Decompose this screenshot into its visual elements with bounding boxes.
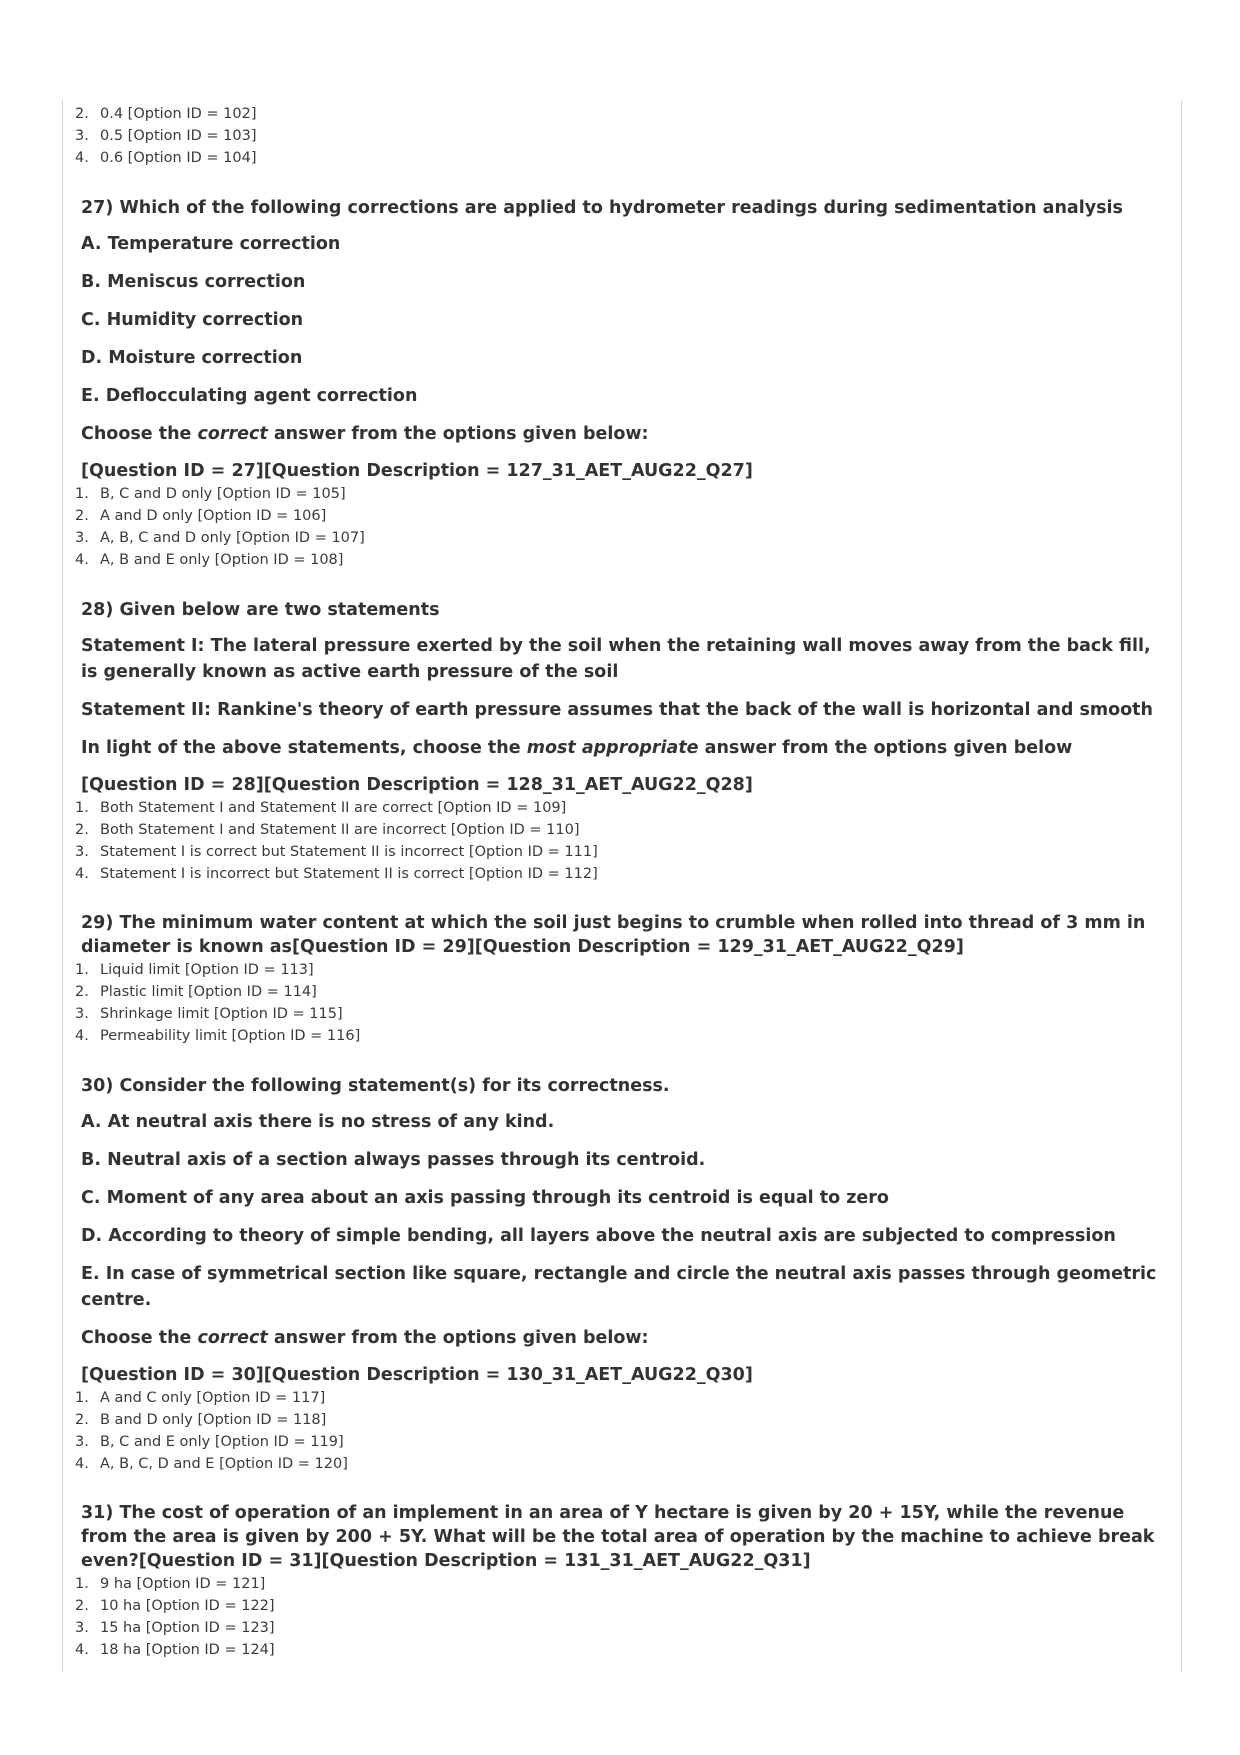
option-item — [75, 147, 1165, 169]
option-text: 0.4 [Option ID = 102] — [100, 106, 257, 122]
instruction-post: answer from the options given below: — [267, 1328, 649, 1348]
instruction-pre: Choose the — [81, 424, 198, 444]
option-text: Liquid limit [Option ID = 113] — [100, 962, 314, 978]
option-item — [75, 1387, 1165, 1409]
option-text: A and D only [Option ID = 106] — [100, 508, 327, 524]
option-number: 1. — [75, 800, 89, 816]
option-item — [75, 863, 1165, 885]
statement-c: C. Moment of any area about an axis passing through its centroid is equal to zero — [81, 1188, 889, 1208]
option-text: 18 ha [Option ID = 124] — [100, 1642, 275, 1658]
option-item — [75, 959, 1165, 981]
option-item — [75, 841, 1165, 863]
statement-a: A. At neutral axis there is no stress of any kind. — [81, 1112, 555, 1132]
option-number: 2. — [75, 106, 89, 122]
question-title: 27) Which of the following corrections are applied to hydrometer readings during sedimentation analysis — [81, 198, 1123, 218]
option-item — [75, 819, 1165, 841]
option-number: 3. — [75, 1006, 89, 1022]
instruction-post: answer from the options given below — [698, 738, 1073, 758]
question-28 — [75, 597, 1165, 885]
option-text: A, B, C, D and E [Option ID = 120] — [100, 1456, 348, 1472]
option-list — [75, 959, 1165, 1047]
option-item — [75, 1573, 1165, 1595]
option-number: 4. — [75, 866, 89, 882]
option-number: 4. — [75, 150, 89, 166]
option-item — [75, 1025, 1165, 1047]
option-text: Plastic limit [Option ID = 114] — [100, 984, 317, 1000]
statement-b: B. Neutral axis of a section always passes through its centroid. — [81, 1150, 706, 1170]
instruction-pre: Choose the — [81, 1328, 198, 1348]
instruction-emphasis: correct — [197, 1328, 268, 1348]
option-list — [75, 1387, 1165, 1475]
question-title: 29) The minimum water content at which the soil just begins to crumble when rolled into thread of 3 mm in diameter is known as[Question ID = 29][Question Description = 129_31_AET_AUG22_Q29] — [81, 913, 1146, 957]
statement-a: A. Temperature correction — [81, 234, 341, 254]
question-title: 31) The cost of operation of an implement in an area of Y hectare is given by 20 + 15Y, while the revenue from the area is given by 200 + 5Y. What will be the total area of operation by the machine to achieve break even?[Question ID = 31][Question Description = 131_31_AET_AUG22_Q31] — [81, 1503, 1155, 1571]
option-number: 4. — [75, 552, 89, 568]
option-text: A and C only [Option ID = 117] — [100, 1390, 326, 1406]
option-list — [75, 797, 1165, 885]
statement-1: Statement I: The lateral pressure exerted by the soil when the retaining wall moves away from the back fill, is generally known as active earth pressure of the soil — [81, 636, 1151, 682]
option-text: B, C and E only [Option ID = 119] — [100, 1434, 344, 1450]
question-27 — [75, 195, 1165, 571]
option-item — [75, 549, 1165, 571]
option-text: A, B, C and D only [Option ID = 107] — [100, 530, 365, 546]
statement-b: B. Meniscus correction — [81, 272, 306, 292]
question-30 — [75, 1073, 1165, 1475]
option-item — [75, 1639, 1165, 1661]
option-number: 3. — [75, 530, 89, 546]
option-number: 1. — [75, 486, 89, 502]
option-number: 2. — [75, 1412, 89, 1428]
instruction — [81, 421, 1165, 447]
statement-d: D. Moisture correction — [81, 348, 303, 368]
option-number: 4. — [75, 1028, 89, 1044]
question-id: [Question ID = 30][Question Description = 130_31_AET_AUG22_Q30] — [81, 1365, 753, 1385]
option-text: Both Statement I and Statement II are correct [Option ID = 109] — [100, 800, 567, 816]
option-number: 2. — [75, 508, 89, 524]
option-text: 15 ha [Option ID = 123] — [100, 1620, 275, 1636]
option-item — [75, 1595, 1165, 1617]
option-item — [75, 125, 1165, 147]
option-number: 3. — [75, 1434, 89, 1450]
instruction-post: answer from the options given below: — [267, 424, 649, 444]
question-title: 28) Given below are two statements — [81, 600, 440, 620]
option-item — [75, 483, 1165, 505]
option-text: A, B and E only [Option ID = 108] — [100, 552, 344, 568]
statement-e: E. Deflocculating agent correction — [81, 386, 418, 406]
question-29 — [75, 911, 1165, 1047]
instruction — [81, 735, 1165, 761]
option-item — [75, 103, 1165, 125]
question-paper — [75, 103, 1165, 1661]
option-text: 0.5 [Option ID = 103] — [100, 128, 257, 144]
statement-d: D. According to theory of simple bending, all layers above the neutral axis are subjected to compression — [81, 1226, 1116, 1246]
option-item — [75, 1003, 1165, 1025]
option-item — [75, 527, 1165, 549]
option-number: 4. — [75, 1456, 89, 1472]
statement-2: Statement II: Rankine's theory of earth pressure assumes that the back of the wall is horizontal and smooth — [81, 700, 1153, 720]
option-number: 2. — [75, 984, 89, 1000]
option-text: 10 ha [Option ID = 122] — [100, 1598, 275, 1614]
option-text: Statement I is incorrect but Statement II is correct [Option ID = 112] — [100, 866, 598, 882]
option-list — [75, 1573, 1165, 1661]
question-31 — [75, 1501, 1165, 1661]
option-text: Permeability limit [Option ID = 116] — [100, 1028, 361, 1044]
option-text: B, C and D only [Option ID = 105] — [100, 486, 346, 502]
question-id: [Question ID = 28][Question Description = 128_31_AET_AUG22_Q28] — [81, 775, 753, 795]
option-list — [75, 483, 1165, 571]
option-number: 3. — [75, 1620, 89, 1636]
instruction-emphasis: most appropriate — [526, 738, 699, 758]
carry-over-options — [75, 103, 1165, 169]
option-text: Statement I is correct but Statement II is incorrect [Option ID = 111] — [100, 844, 598, 860]
option-item — [75, 797, 1165, 819]
option-text: B and D only [Option ID = 118] — [100, 1412, 327, 1428]
option-item — [75, 1453, 1165, 1475]
statement-e: E. In case of symmetrical section like square, rectangle and circle the neutral axis passes through geometric centre. — [81, 1264, 1157, 1310]
option-number: 4. — [75, 1642, 89, 1658]
option-item — [75, 1431, 1165, 1453]
option-number: 2. — [75, 1598, 89, 1614]
option-text: 9 ha [Option ID = 121] — [100, 1576, 266, 1592]
option-item — [75, 1409, 1165, 1431]
option-number: 1. — [75, 1390, 89, 1406]
statement-c: C. Humidity correction — [81, 310, 304, 330]
option-number: 3. — [75, 844, 89, 860]
option-number: 1. — [75, 962, 89, 978]
option-number: 3. — [75, 128, 89, 144]
option-item — [75, 1617, 1165, 1639]
option-item — [75, 505, 1165, 527]
question-id: [Question ID = 27][Question Description = 127_31_AET_AUG22_Q27] — [81, 461, 753, 481]
instruction-pre: In light of the above statements, choose the — [81, 738, 527, 758]
option-text: 0.6 [Option ID = 104] — [100, 150, 257, 166]
option-text: Shrinkage limit [Option ID = 115] — [100, 1006, 343, 1022]
instruction-emphasis: correct — [197, 424, 268, 444]
option-item — [75, 981, 1165, 1003]
option-number: 1. — [75, 1576, 89, 1592]
instruction — [81, 1325, 1165, 1351]
option-number: 2. — [75, 822, 89, 838]
option-text: Both Statement I and Statement II are incorrect [Option ID = 110] — [100, 822, 580, 838]
question-title: 30) Consider the following statement(s) for its correctness. — [81, 1076, 670, 1096]
